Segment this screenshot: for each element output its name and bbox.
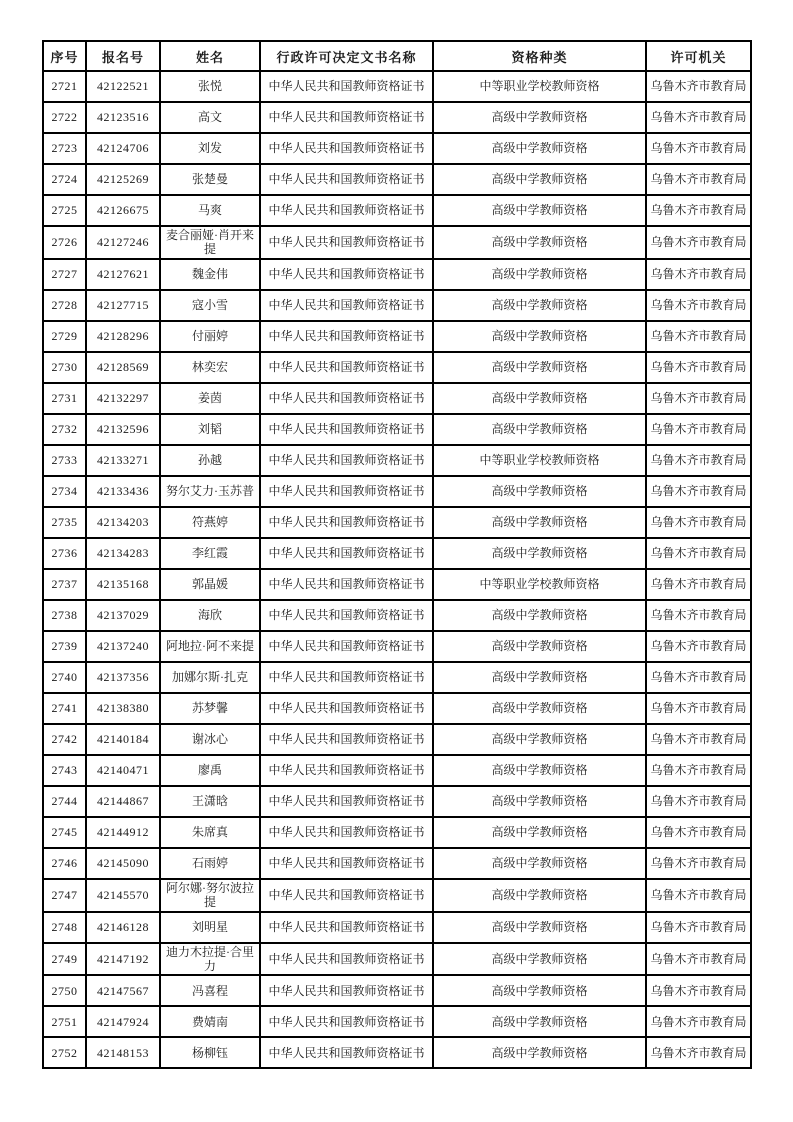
cell-name: 刘明星 [160, 912, 260, 943]
table-row [43, 1006, 751, 1037]
cell-serial: 2722 [43, 102, 86, 133]
cell-serial: 2741 [43, 693, 86, 724]
cell-qualification: 高级中学教师资格 [433, 600, 646, 631]
cell-serial: 2730 [43, 352, 86, 383]
cell-reg_no: 42148153 [86, 1037, 160, 1068]
cell-reg_no: 42137240 [86, 631, 160, 662]
table-row [43, 259, 751, 290]
table-row [43, 1037, 751, 1068]
table-row [43, 290, 751, 321]
cell-authority: 乌鲁木齐市教育局 [646, 912, 751, 943]
table-row [43, 912, 751, 943]
cell-reg_no: 42145570 [86, 879, 160, 912]
cell-name: 符燕婷 [160, 507, 260, 538]
table-row [43, 321, 751, 352]
cell-name: 付丽婷 [160, 321, 260, 352]
cell-name: 姜茵 [160, 383, 260, 414]
cell-qualification: 高级中学教师资格 [433, 817, 646, 848]
cell-qualification: 高级中学教师资格 [433, 476, 646, 507]
cell-serial: 2740 [43, 662, 86, 693]
cell-qualification: 高级中学教师资格 [433, 755, 646, 786]
cell-authority: 乌鲁木齐市教育局 [646, 445, 751, 476]
cell-name: 冯喜程 [160, 975, 260, 1006]
cell-name: 努尔艾力·玉苏普 [160, 476, 260, 507]
cell-qualification: 高级中学教师资格 [433, 414, 646, 445]
cell-serial: 2726 [43, 226, 86, 259]
cell-reg_no: 42126675 [86, 195, 160, 226]
cell-qualification: 高级中学教师资格 [433, 786, 646, 817]
cell-doc_name: 中华人民共和国教师资格证书 [260, 164, 433, 195]
table-row [43, 507, 751, 538]
cell-doc_name: 中华人民共和国教师资格证书 [260, 507, 433, 538]
table-row [43, 538, 751, 569]
cell-qualification: 高级中学教师资格 [433, 848, 646, 879]
cell-qualification: 高级中学教师资格 [433, 1006, 646, 1037]
cell-authority: 乌鲁木齐市教育局 [646, 226, 751, 259]
table-row [43, 817, 751, 848]
table-body [43, 71, 751, 1068]
cell-qualification: 中等职业学校教师资格 [433, 445, 646, 476]
cell-name: 李红霞 [160, 538, 260, 569]
cell-doc_name: 中华人民共和国教师资格证书 [260, 71, 433, 102]
cell-name: 加娜尔斯·扎克 [160, 662, 260, 693]
cell-reg_no: 42140184 [86, 724, 160, 755]
cell-doc_name: 中华人民共和国教师资格证书 [260, 321, 433, 352]
cell-serial: 2748 [43, 912, 86, 943]
table-row [43, 943, 751, 976]
table-row [43, 631, 751, 662]
cell-authority: 乌鲁木齐市教育局 [646, 195, 751, 226]
cell-doc_name: 中华人民共和国教师资格证书 [260, 755, 433, 786]
cell-name: 谢冰心 [160, 724, 260, 755]
cell-doc_name: 中华人民共和国教师资格证书 [260, 943, 433, 976]
cell-authority: 乌鲁木齐市教育局 [646, 164, 751, 195]
cell-name: 王潇晗 [160, 786, 260, 817]
cell-doc_name: 中华人民共和国教师资格证书 [260, 724, 433, 755]
cell-authority: 乌鲁木齐市教育局 [646, 538, 751, 569]
cell-qualification: 高级中学教师资格 [433, 538, 646, 569]
cell-doc_name: 中华人民共和国教师资格证书 [260, 414, 433, 445]
cell-doc_name: 中华人民共和国教师资格证书 [260, 133, 433, 164]
cell-doc_name: 中华人民共和国教师资格证书 [260, 383, 433, 414]
cell-qualification: 高级中学教师资格 [433, 290, 646, 321]
cell-name: 张楚曼 [160, 164, 260, 195]
cell-serial: 2737 [43, 569, 86, 600]
col-header-reg-no: 报名号 [86, 41, 160, 71]
cell-reg_no: 42145090 [86, 848, 160, 879]
cell-serial: 2728 [43, 290, 86, 321]
cell-reg_no: 42134203 [86, 507, 160, 538]
cell-authority: 乌鲁木齐市教育局 [646, 693, 751, 724]
cell-reg_no: 42147924 [86, 1006, 160, 1037]
cell-qualification: 高级中学教师资格 [433, 102, 646, 133]
cell-authority: 乌鲁木齐市教育局 [646, 1006, 751, 1037]
cell-authority: 乌鲁木齐市教育局 [646, 321, 751, 352]
license-table [42, 40, 752, 1069]
cell-reg_no: 42125269 [86, 164, 160, 195]
cell-authority: 乌鲁木齐市教育局 [646, 755, 751, 786]
cell-authority: 乌鲁木齐市教育局 [646, 879, 751, 912]
cell-serial: 2733 [43, 445, 86, 476]
cell-qualification: 高级中学教师资格 [433, 226, 646, 259]
cell-doc_name: 中华人民共和国教师资格证书 [260, 1037, 433, 1068]
cell-authority: 乌鲁木齐市教育局 [646, 414, 751, 445]
cell-serial: 2750 [43, 975, 86, 1006]
table-row [43, 662, 751, 693]
cell-doc_name: 中华人民共和国教师资格证书 [260, 848, 433, 879]
cell-doc_name: 中华人民共和国教师资格证书 [260, 662, 433, 693]
cell-serial: 2746 [43, 848, 86, 879]
cell-authority: 乌鲁木齐市教育局 [646, 102, 751, 133]
cell-doc_name: 中华人民共和国教师资格证书 [260, 817, 433, 848]
cell-reg_no: 42140471 [86, 755, 160, 786]
cell-name: 苏梦馨 [160, 693, 260, 724]
cell-serial: 2739 [43, 631, 86, 662]
table-row [43, 786, 751, 817]
cell-serial: 2734 [43, 476, 86, 507]
table-row [43, 226, 751, 259]
table-row [43, 879, 751, 912]
cell-authority: 乌鲁木齐市教育局 [646, 507, 751, 538]
cell-reg_no: 42133436 [86, 476, 160, 507]
cell-authority: 乌鲁木齐市教育局 [646, 943, 751, 976]
cell-qualification: 高级中学教师资格 [433, 879, 646, 912]
cell-serial: 2732 [43, 414, 86, 445]
cell-serial: 2721 [43, 71, 86, 102]
table-row [43, 755, 751, 786]
cell-authority: 乌鲁木齐市教育局 [646, 71, 751, 102]
cell-serial: 2725 [43, 195, 86, 226]
cell-authority: 乌鲁木齐市教育局 [646, 600, 751, 631]
col-header-qualification: 资格种类 [433, 41, 646, 71]
cell-doc_name: 中华人民共和国教师资格证书 [260, 538, 433, 569]
cell-serial: 2752 [43, 1037, 86, 1068]
cell-reg_no: 42147192 [86, 943, 160, 976]
cell-doc_name: 中华人民共和国教师资格证书 [260, 476, 433, 507]
cell-name: 郭晶媛 [160, 569, 260, 600]
cell-reg_no: 42127715 [86, 290, 160, 321]
cell-authority: 乌鲁木齐市教育局 [646, 352, 751, 383]
cell-name: 孙越 [160, 445, 260, 476]
cell-name: 马爽 [160, 195, 260, 226]
cell-qualification: 高级中学教师资格 [433, 383, 646, 414]
cell-reg_no: 42144867 [86, 786, 160, 817]
cell-authority: 乌鲁木齐市教育局 [646, 259, 751, 290]
cell-doc_name: 中华人民共和国教师资格证书 [260, 1006, 433, 1037]
cell-reg_no: 42122521 [86, 71, 160, 102]
header-row [43, 41, 751, 71]
cell-authority: 乌鲁木齐市教育局 [646, 631, 751, 662]
cell-reg_no: 42134283 [86, 538, 160, 569]
table-row [43, 102, 751, 133]
cell-doc_name: 中华人民共和国教师资格证书 [260, 195, 433, 226]
cell-name: 张悦 [160, 71, 260, 102]
cell-qualification: 高级中学教师资格 [433, 975, 646, 1006]
table-row [43, 414, 751, 445]
cell-name: 阿尔娜·努尔波拉提 [160, 879, 260, 912]
cell-name: 廖禹 [160, 755, 260, 786]
cell-doc_name: 中华人民共和国教师资格证书 [260, 102, 433, 133]
cell-qualification: 高级中学教师资格 [433, 1037, 646, 1068]
cell-name: 林奕宏 [160, 352, 260, 383]
cell-qualification: 高级中学教师资格 [433, 352, 646, 383]
cell-serial: 2744 [43, 786, 86, 817]
cell-serial: 2727 [43, 259, 86, 290]
cell-qualification: 中等职业学校教师资格 [433, 569, 646, 600]
cell-serial: 2749 [43, 943, 86, 976]
cell-reg_no: 42128296 [86, 321, 160, 352]
table-row [43, 693, 751, 724]
cell-qualification: 高级中学教师资格 [433, 321, 646, 352]
cell-doc_name: 中华人民共和国教师资格证书 [260, 975, 433, 1006]
cell-name: 迪力木拉提·合里力 [160, 943, 260, 976]
cell-doc_name: 中华人民共和国教师资格证书 [260, 912, 433, 943]
table-row [43, 569, 751, 600]
cell-qualification: 高级中学教师资格 [433, 662, 646, 693]
cell-name: 麦合丽娅·肖开来提 [160, 226, 260, 259]
cell-serial: 2724 [43, 164, 86, 195]
cell-serial: 2729 [43, 321, 86, 352]
cell-qualification: 高级中学教师资格 [433, 943, 646, 976]
cell-reg_no: 42127246 [86, 226, 160, 259]
cell-reg_no: 42127621 [86, 259, 160, 290]
cell-reg_no: 42132596 [86, 414, 160, 445]
cell-qualification: 高级中学教师资格 [433, 259, 646, 290]
table-row [43, 848, 751, 879]
cell-serial: 2751 [43, 1006, 86, 1037]
cell-serial: 2736 [43, 538, 86, 569]
cell-doc_name: 中华人民共和国教师资格证书 [260, 352, 433, 383]
table-row [43, 71, 751, 102]
cell-reg_no: 42133271 [86, 445, 160, 476]
cell-reg_no: 42138380 [86, 693, 160, 724]
cell-name: 费婧南 [160, 1006, 260, 1037]
cell-name: 杨柳钰 [160, 1037, 260, 1068]
cell-name: 魏金伟 [160, 259, 260, 290]
cell-doc_name: 中华人民共和国教师资格证书 [260, 693, 433, 724]
table-row [43, 352, 751, 383]
table-row [43, 445, 751, 476]
cell-qualification: 高级中学教师资格 [433, 133, 646, 164]
cell-serial: 2738 [43, 600, 86, 631]
cell-authority: 乌鲁木齐市教育局 [646, 1037, 751, 1068]
cell-reg_no: 42147567 [86, 975, 160, 1006]
table-row [43, 724, 751, 755]
cell-authority: 乌鲁木齐市教育局 [646, 290, 751, 321]
cell-qualification: 高级中学教师资格 [433, 195, 646, 226]
cell-authority: 乌鲁木齐市教育局 [646, 817, 751, 848]
cell-authority: 乌鲁木齐市教育局 [646, 975, 751, 1006]
table-row [43, 476, 751, 507]
cell-qualification: 高级中学教师资格 [433, 724, 646, 755]
cell-doc_name: 中华人民共和国教师资格证书 [260, 445, 433, 476]
cell-serial: 2743 [43, 755, 86, 786]
col-header-authority: 许可机关 [646, 41, 751, 71]
cell-doc_name: 中华人民共和国教师资格证书 [260, 569, 433, 600]
cell-qualification: 高级中学教师资格 [433, 507, 646, 538]
cell-qualification: 高级中学教师资格 [433, 912, 646, 943]
cell-name: 朱席真 [160, 817, 260, 848]
cell-serial: 2723 [43, 133, 86, 164]
col-header-doc-name: 行政许可决定文书名称 [260, 41, 433, 71]
cell-doc_name: 中华人民共和国教师资格证书 [260, 879, 433, 912]
cell-doc_name: 中华人民共和国教师资格证书 [260, 631, 433, 662]
cell-doc_name: 中华人民共和国教师资格证书 [260, 786, 433, 817]
cell-reg_no: 42144912 [86, 817, 160, 848]
cell-authority: 乌鲁木齐市教育局 [646, 662, 751, 693]
cell-qualification: 高级中学教师资格 [433, 164, 646, 195]
cell-reg_no: 42128569 [86, 352, 160, 383]
cell-reg_no: 42137356 [86, 662, 160, 693]
cell-qualification: 中等职业学校教师资格 [433, 71, 646, 102]
cell-name: 高文 [160, 102, 260, 133]
table-header [43, 41, 751, 71]
cell-doc_name: 中华人民共和国教师资格证书 [260, 259, 433, 290]
cell-name: 海欣 [160, 600, 260, 631]
cell-reg_no: 42137029 [86, 600, 160, 631]
table-row [43, 600, 751, 631]
cell-qualification: 高级中学教师资格 [433, 693, 646, 724]
table-row [43, 133, 751, 164]
cell-authority: 乌鲁木齐市教育局 [646, 786, 751, 817]
table-row [43, 975, 751, 1006]
cell-reg_no: 42132297 [86, 383, 160, 414]
table-row [43, 195, 751, 226]
cell-doc_name: 中华人民共和国教师资格证书 [260, 226, 433, 259]
cell-authority: 乌鲁木齐市教育局 [646, 724, 751, 755]
cell-name: 石雨婷 [160, 848, 260, 879]
cell-serial: 2747 [43, 879, 86, 912]
cell-authority: 乌鲁木齐市教育局 [646, 383, 751, 414]
cell-doc_name: 中华人民共和国教师资格证书 [260, 600, 433, 631]
cell-authority: 乌鲁木齐市教育局 [646, 133, 751, 164]
table-row [43, 383, 751, 414]
cell-doc_name: 中华人民共和国教师资格证书 [260, 290, 433, 321]
cell-authority: 乌鲁木齐市教育局 [646, 476, 751, 507]
col-header-name: 姓名 [160, 41, 260, 71]
cell-reg_no: 42124706 [86, 133, 160, 164]
table-row [43, 164, 751, 195]
cell-name: 刘韬 [160, 414, 260, 445]
cell-serial: 2731 [43, 383, 86, 414]
cell-authority: 乌鲁木齐市教育局 [646, 848, 751, 879]
cell-authority: 乌鲁木齐市教育局 [646, 569, 751, 600]
cell-reg_no: 42123516 [86, 102, 160, 133]
cell-name: 寇小雪 [160, 290, 260, 321]
col-header-serial: 序号 [43, 41, 86, 71]
cell-serial: 2745 [43, 817, 86, 848]
cell-serial: 2735 [43, 507, 86, 538]
cell-reg_no: 42135168 [86, 569, 160, 600]
cell-reg_no: 42146128 [86, 912, 160, 943]
cell-name: 刘发 [160, 133, 260, 164]
cell-name: 阿地拉·阿不来提 [160, 631, 260, 662]
cell-qualification: 高级中学教师资格 [433, 631, 646, 662]
cell-serial: 2742 [43, 724, 86, 755]
